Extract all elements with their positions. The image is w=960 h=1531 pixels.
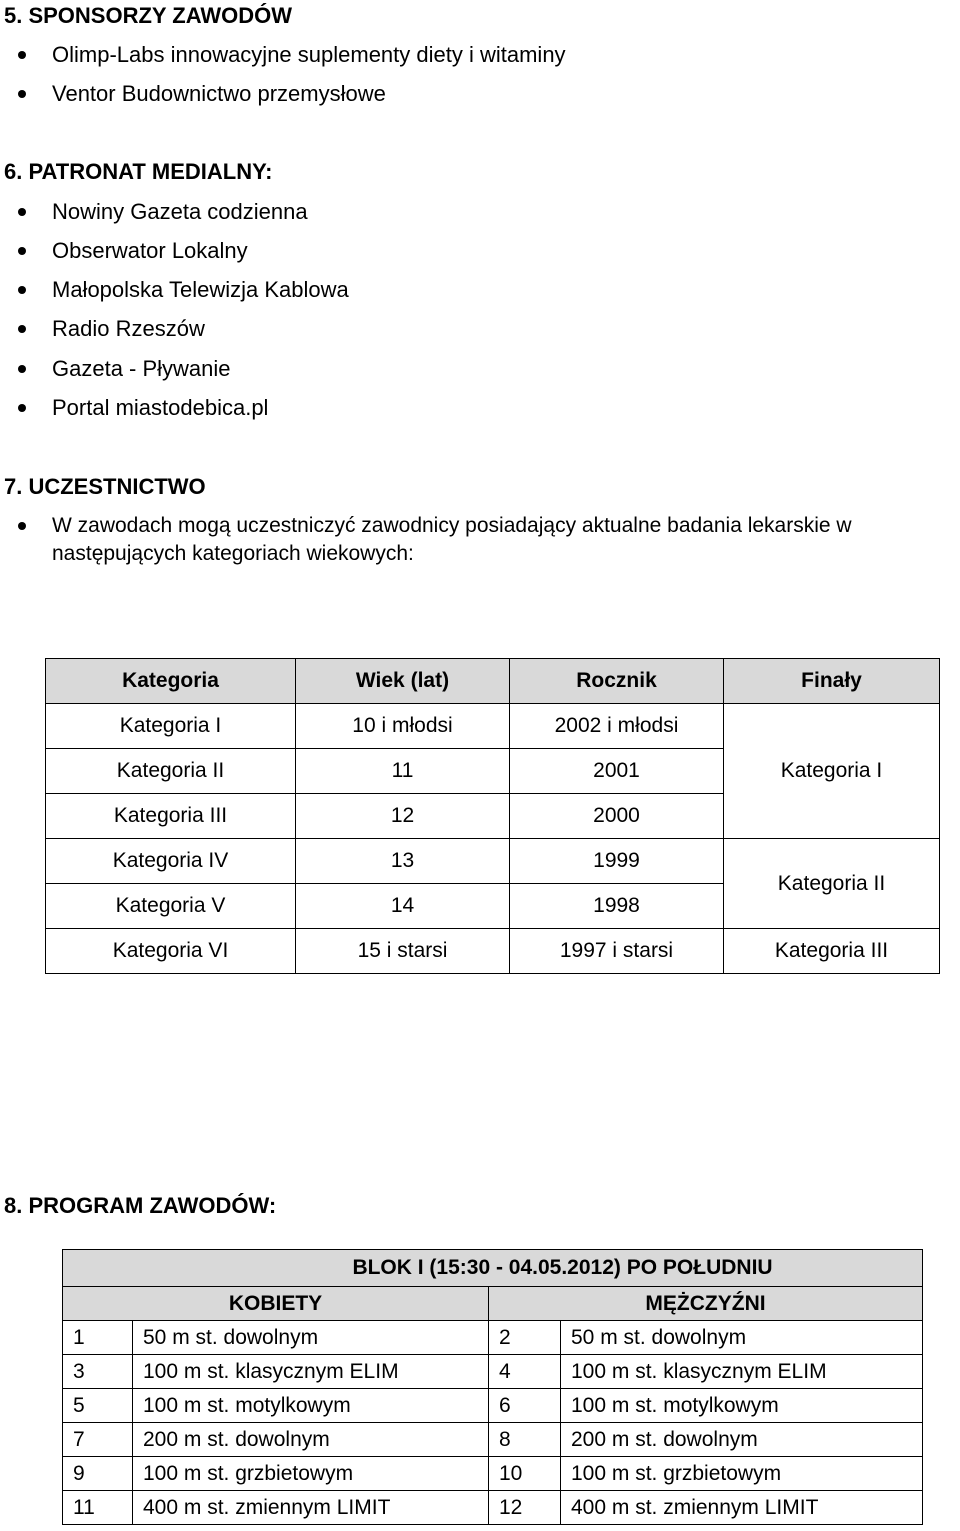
- section-7-heading: 7. UCZESTNICTWO: [4, 474, 206, 499]
- year-cell: 2002 i młodsi: [510, 704, 724, 749]
- event-number: 9: [63, 1457, 133, 1491]
- event-number: 3: [63, 1355, 133, 1389]
- table-row: [46, 929, 940, 974]
- women-header: KOBIETY: [63, 1287, 489, 1321]
- age-cell: 13: [296, 839, 510, 884]
- event-number: 12: [489, 1491, 561, 1525]
- event-number: 2: [489, 1321, 561, 1355]
- bullet-icon: [18, 404, 26, 412]
- year-cell: 1998: [510, 884, 724, 929]
- table-row: [63, 1355, 923, 1389]
- column-header: Rocznik: [510, 659, 724, 704]
- finals-cell: Kategoria II: [724, 839, 940, 929]
- bullet-icon: [18, 90, 26, 98]
- section-8-heading: 8. PROGRAM ZAWODÓW:: [4, 1193, 277, 1218]
- event-name: 100 m st. motylkowym: [561, 1389, 923, 1423]
- media-item: Nowiny Gazeta codzienna: [52, 199, 308, 224]
- event-number: 10: [489, 1457, 561, 1491]
- event-number: 1: [63, 1321, 133, 1355]
- category-cell: Kategoria I: [46, 704, 296, 749]
- category-table: [45, 658, 940, 974]
- age-cell: 15 i starsi: [296, 929, 510, 974]
- media-item: Małopolska Telewizja Kablowa: [52, 277, 349, 302]
- event-name: 50 m st. dowolnym: [561, 1321, 923, 1355]
- event-number: 11: [63, 1491, 133, 1525]
- event-name: 400 m st. zmiennym LIMIT: [561, 1491, 923, 1525]
- year-cell: 2001: [510, 749, 724, 794]
- event-number: 6: [489, 1389, 561, 1423]
- year-cell: 1999: [510, 839, 724, 884]
- table-row: [63, 1389, 923, 1423]
- bullet-icon: [18, 208, 26, 216]
- finals-cell: Kategoria III: [724, 929, 940, 974]
- event-number: 7: [63, 1423, 133, 1457]
- event-name: 100 m st. grzbietowym: [561, 1457, 923, 1491]
- sponsor-item: Ventor Budownictwo przemysłowe: [52, 81, 386, 106]
- event-name: 200 m st. dowolnym: [561, 1423, 923, 1457]
- age-cell: 12: [296, 794, 510, 839]
- column-header: Kategoria: [46, 659, 296, 704]
- sponsor-item: Olimp-Labs innowacyjne suplementy diety i witaminy: [52, 42, 566, 67]
- table-row: [46, 839, 940, 884]
- event-name: 100 m st. grzbietowym: [133, 1457, 489, 1491]
- category-cell: Kategoria V: [46, 884, 296, 929]
- section-5-heading: 5. SPONSORZY ZAWODÓW: [4, 3, 293, 28]
- block-title: BLOK I (15:30 - 04.05.2012) PO POŁUDNIU: [63, 1250, 923, 1287]
- bullet-icon: [18, 51, 26, 59]
- year-cell: 2000: [510, 794, 724, 839]
- column-header: Finały: [724, 659, 940, 704]
- event-number: 4: [489, 1355, 561, 1389]
- year-cell: 1997 i starsi: [510, 929, 724, 974]
- bullet-icon: [18, 247, 26, 255]
- bullet-icon: [18, 286, 26, 294]
- event-number: 8: [489, 1423, 561, 1457]
- age-cell: 11: [296, 749, 510, 794]
- age-cell: 14: [296, 884, 510, 929]
- media-item: Obserwator Lokalny: [52, 238, 248, 263]
- section-6-heading: 6. PATRONAT MEDIALNY:: [4, 159, 273, 184]
- column-header: Wiek (lat): [296, 659, 510, 704]
- men-header: MĘŻCZYŹNI: [489, 1287, 923, 1321]
- program-table: [62, 1249, 923, 1525]
- bullet-icon: [18, 522, 26, 530]
- table-row: [63, 1321, 923, 1355]
- age-cell: 10 i młodsi: [296, 704, 510, 749]
- bullet-icon: [18, 365, 26, 373]
- category-cell: Kategoria II: [46, 749, 296, 794]
- media-item: Radio Rzeszów: [52, 316, 205, 341]
- table-row: [63, 1491, 923, 1525]
- event-name: 100 m st. motylkowym: [133, 1389, 489, 1423]
- event-number: 5: [63, 1389, 133, 1423]
- finals-cell: Kategoria I: [724, 704, 940, 839]
- category-cell: Kategoria VI: [46, 929, 296, 974]
- table-row: [46, 704, 940, 749]
- event-name: 400 m st. zmiennym LIMIT: [133, 1491, 489, 1525]
- event-name: 100 m st. klasycznym ELIM: [561, 1355, 923, 1389]
- category-cell: Kategoria IV: [46, 839, 296, 884]
- table-row: [63, 1457, 923, 1491]
- event-name: 50 m st. dowolnym: [133, 1321, 489, 1355]
- media-item: Gazeta - Pływanie: [52, 356, 231, 381]
- category-cell: Kategoria III: [46, 794, 296, 839]
- bullet-icon: [18, 325, 26, 333]
- event-name: 200 m st. dowolnym: [133, 1423, 489, 1457]
- table-row: [63, 1423, 923, 1457]
- participation-text: W zawodach mogą uczestniczyć zawodnicy posiadający aktualne badania lekarskie w następujących kategoriach wiekowych:: [52, 514, 852, 565]
- media-item: Portal miastodebica.pl: [52, 395, 269, 420]
- event-name: 100 m st. klasycznym ELIM: [133, 1355, 489, 1389]
